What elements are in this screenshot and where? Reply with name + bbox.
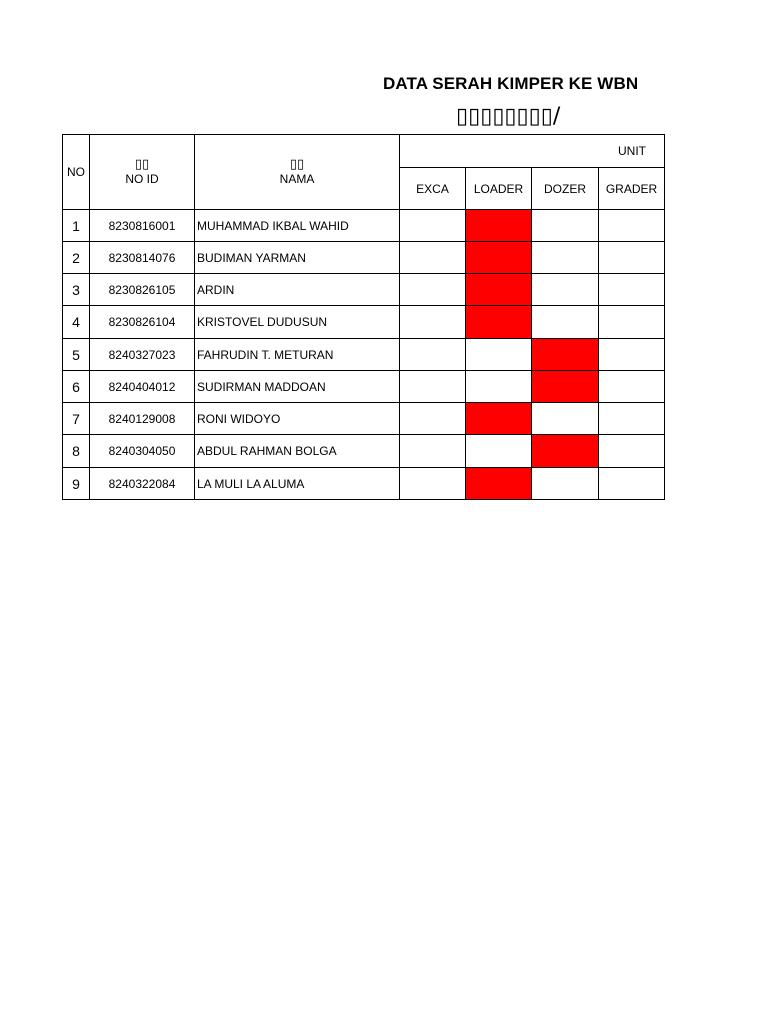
row-id: 8240327023 — [90, 339, 195, 371]
unit-cell-loader-marked — [466, 468, 532, 500]
unit-cell-grader — [599, 339, 665, 371]
unit-cell-grader — [599, 371, 665, 403]
unit-cell-exca — [400, 274, 466, 306]
unit-cell-grader — [599, 274, 665, 306]
header-id-label: NO ID — [125, 172, 159, 186]
table-row — [63, 339, 665, 371]
row-id: 8240129008 — [90, 403, 195, 435]
unit-cell-grader — [599, 306, 665, 339]
row-number: 1 — [63, 210, 90, 242]
unit-cell-loader-marked — [466, 242, 532, 274]
table-row — [63, 371, 665, 403]
unit-cell-loader-marked — [466, 403, 532, 435]
header-name-label: NAMA — [279, 172, 315, 186]
unit-cell-loader-marked — [466, 274, 532, 306]
unit-cell-grader — [599, 468, 665, 500]
unit-cell-exca — [400, 242, 466, 274]
row-number: 4 — [63, 306, 90, 339]
unit-cell-loader — [466, 435, 532, 468]
unit-cell-loader-marked — [466, 210, 532, 242]
header-no: NO — [63, 135, 90, 210]
unit-cell-exca — [400, 339, 466, 371]
unit-cell-grader — [599, 403, 665, 435]
row-id: 8230814076 — [90, 242, 195, 274]
header-id — [90, 135, 195, 210]
unit-cell-exca — [400, 435, 466, 468]
unit-cell-dozer — [532, 306, 599, 339]
row-name: BUDIMAN YARMAN — [195, 242, 400, 274]
header-unit-grader: GRADER — [599, 168, 665, 210]
row-number: 3 — [63, 274, 90, 306]
header-unit: UNIT — [400, 135, 665, 168]
document-title: DATA SERAH KIMPER KE WBN — [383, 74, 639, 93]
table-row — [63, 242, 665, 274]
unit-cell-dozer-marked — [532, 371, 599, 403]
row-name: SUDIRMAN MADDOAN — [195, 371, 400, 403]
row-id: 8240404012 — [90, 371, 195, 403]
table-row — [63, 210, 665, 242]
row-number: 9 — [63, 468, 90, 500]
unit-cell-dozer — [532, 210, 599, 242]
row-number: 6 — [63, 371, 90, 403]
row-id: 8230816001 — [90, 210, 195, 242]
row-id: 8240304050 — [90, 435, 195, 468]
row-id: 8230826104 — [90, 306, 195, 339]
unit-cell-exca — [400, 306, 466, 339]
row-number: 7 — [63, 403, 90, 435]
unit-cell-dozer — [532, 274, 599, 306]
header-row-top — [63, 135, 665, 168]
header-unit-dozer: DOZER — [532, 168, 599, 210]
unit-cell-dozer — [532, 468, 599, 500]
table-row — [63, 274, 665, 306]
unit-cell-dozer — [532, 242, 599, 274]
unit-cell-grader — [599, 210, 665, 242]
kimper-table — [62, 134, 665, 500]
unit-cell-dozer — [532, 403, 599, 435]
row-name: LA MULI LA ALUMA — [195, 468, 400, 500]
header-unit-exca: EXCA — [400, 168, 466, 210]
unit-cell-exca — [400, 468, 466, 500]
unit-cell-loader — [466, 371, 532, 403]
unit-cell-dozer-marked — [532, 435, 599, 468]
header-name-cjk: ▯▯ — [289, 157, 305, 172]
unit-cell-loader-marked — [466, 306, 532, 339]
row-number: 5 — [63, 339, 90, 371]
table-row — [63, 306, 665, 339]
row-number: 8 — [63, 435, 90, 468]
row-name: FAHRUDIN T. METURAN — [195, 339, 400, 371]
unit-cell-grader — [599, 242, 665, 274]
row-name: MUHAMMAD IKBAL WAHID — [195, 210, 400, 242]
row-name: ARDIN — [195, 274, 400, 306]
unit-cell-loader — [466, 339, 532, 371]
unit-cell-exca — [400, 403, 466, 435]
table-row — [63, 468, 665, 500]
document-subtitle: ▯▯▯▯▯▯▯▯/ — [456, 104, 561, 129]
header-name — [195, 135, 400, 210]
row-id: 8230826105 — [90, 274, 195, 306]
header-id-cjk: ▯▯ — [134, 157, 150, 172]
row-id: 8240322084 — [90, 468, 195, 500]
row-number: 2 — [63, 242, 90, 274]
unit-cell-exca — [400, 371, 466, 403]
row-name: KRISTOVEL DUDUSUN — [195, 306, 400, 339]
row-name: ABDUL RAHMAN BOLGA — [195, 435, 400, 468]
unit-cell-dozer-marked — [532, 339, 599, 371]
row-name: RONI WIDOYO — [195, 403, 400, 435]
table-row — [63, 435, 665, 468]
unit-cell-exca — [400, 210, 466, 242]
unit-cell-grader — [599, 435, 665, 468]
table-row — [63, 403, 665, 435]
header-unit-loader: LOADER — [466, 168, 532, 210]
